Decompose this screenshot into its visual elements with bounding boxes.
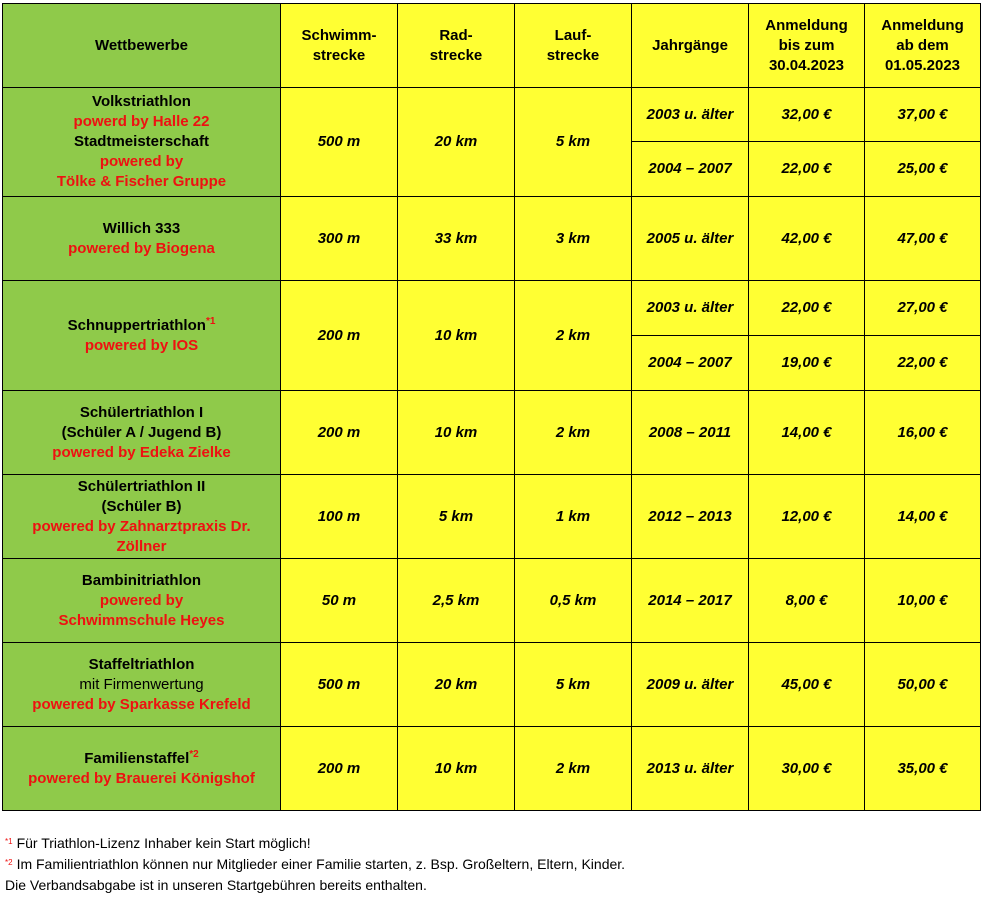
swim-distance: 300 m bbox=[281, 197, 398, 281]
col-header-wettbewerbe: Wettbewerbe bbox=[3, 4, 281, 88]
competition-schuelertriathlon-2: Schülertriathlon II (Schüler B) powered by Zahnarztpraxis Dr. Zöllner bbox=[3, 475, 281, 559]
run-distance: 3 km bbox=[515, 197, 632, 281]
swim-distance: 50 m bbox=[281, 559, 398, 643]
years-cell: 2009 u. älter bbox=[632, 643, 749, 727]
col-header-schwimmstrecke: Schwimm- strecke bbox=[281, 4, 398, 88]
swim-distance: 200 m bbox=[281, 391, 398, 475]
table-row bbox=[3, 281, 981, 336]
bike-distance: 10 km bbox=[398, 391, 515, 475]
price-early: 19,00 € bbox=[749, 336, 865, 391]
price-early: 22,00 € bbox=[749, 281, 865, 336]
col-header-anmeldung-bis: Anmeldung bis zum 30.04.2023 bbox=[749, 4, 865, 88]
price-early: 32,00 € bbox=[749, 88, 865, 142]
years-cell: 2004 – 2007 bbox=[632, 142, 749, 197]
years-cell: 2013 u. älter bbox=[632, 727, 749, 811]
price-early: 12,00 € bbox=[749, 475, 865, 559]
col-header-jahrgaenge: Jahrgänge bbox=[632, 4, 749, 88]
years-cell: 2014 – 2017 bbox=[632, 559, 749, 643]
competition-bambinitriathlon: Bambinitriathlon powered by Schwimmschule Heyes bbox=[3, 559, 281, 643]
price-early: 42,00 € bbox=[749, 197, 865, 281]
table-row bbox=[3, 475, 981, 559]
run-distance: 1 km bbox=[515, 475, 632, 559]
bike-distance: 2,5 km bbox=[398, 559, 515, 643]
footnote-3: Die Verbandsabgabe ist in unseren Startgebühren bereits enthalten. bbox=[5, 877, 427, 893]
price-late: 47,00 € bbox=[865, 197, 981, 281]
col-header-laufstrecke: Lauf- strecke bbox=[515, 4, 632, 88]
years-cell: 2003 u. älter bbox=[632, 88, 749, 142]
bike-distance: 20 km bbox=[398, 643, 515, 727]
price-late: 37,00 € bbox=[865, 88, 981, 142]
swim-distance: 200 m bbox=[281, 281, 398, 391]
price-late: 25,00 € bbox=[865, 142, 981, 197]
years-cell: 2003 u. älter bbox=[632, 281, 749, 336]
swim-distance: 500 m bbox=[281, 88, 398, 197]
footnote-mark: *1 bbox=[205, 315, 216, 327]
price-late: 35,00 € bbox=[865, 727, 981, 811]
price-table bbox=[2, 3, 981, 811]
competition-schnuppertriathlon: Schnuppertriathlon$^{*1}$ powered by IOS bbox=[3, 281, 281, 391]
competition-schuelertriathlon-1: Schülertriathlon I (Schüler A / Jugend B) powered by Edeka Zielke bbox=[3, 391, 281, 475]
table-row bbox=[3, 559, 981, 643]
competition-familienstaffel: Familienstaffel$^{*2}$ powered by Brauerei Königshof bbox=[3, 727, 281, 811]
run-distance: 2 km bbox=[515, 391, 632, 475]
run-distance: 5 km bbox=[515, 643, 632, 727]
swim-distance: 500 m bbox=[281, 643, 398, 727]
footnote-1: $^{*1}$ Für Triathlon-Lizenz Inhaber kein Start möglich! bbox=[5, 835, 311, 851]
competition-staffeltriathlon: Staffeltriathlon mit Firmenwertung powered by Sparkasse Krefeld bbox=[3, 643, 281, 727]
bike-distance: 5 km bbox=[398, 475, 515, 559]
price-late: 10,00 € bbox=[865, 559, 981, 643]
table-row bbox=[3, 197, 981, 281]
price-early: 8,00 € bbox=[749, 559, 865, 643]
years-cell: 2005 u. älter bbox=[632, 197, 749, 281]
col-header-radstrecke: Rad- strecke bbox=[398, 4, 515, 88]
price-late: 22,00 € bbox=[865, 336, 981, 391]
table-row bbox=[3, 391, 981, 475]
run-distance: 0,5 km bbox=[515, 559, 632, 643]
bike-distance: 10 km bbox=[398, 727, 515, 811]
years-cell: 2008 – 2011 bbox=[632, 391, 749, 475]
table-row bbox=[3, 727, 981, 811]
years-cell: 2012 – 2013 bbox=[632, 475, 749, 559]
price-late: 14,00 € bbox=[865, 475, 981, 559]
price-late: 16,00 € bbox=[865, 391, 981, 475]
bike-distance: 10 km bbox=[398, 281, 515, 391]
bike-distance: 20 km bbox=[398, 88, 515, 197]
footnote-2: $^{*2}$ Im Familientriathlon können nur Mitglieder einer Familie starten, z. Bsp. Großeltern, Eltern, Kinder. bbox=[5, 856, 626, 872]
run-distance: 5 km bbox=[515, 88, 632, 197]
run-distance: 2 km bbox=[515, 727, 632, 811]
price-late: 50,00 € bbox=[865, 643, 981, 727]
swim-distance: 100 m bbox=[281, 475, 398, 559]
run-distance: 2 km bbox=[515, 281, 632, 391]
swim-distance: 200 m bbox=[281, 727, 398, 811]
footnotes bbox=[5, 833, 625, 896]
competition-volkstriathlon: Volkstriathlon powerd by Halle 22 Stadtmeisterschaft powered by Tölke & Fischer Gruppe bbox=[3, 88, 281, 197]
table-row bbox=[3, 88, 981, 142]
years-cell: 2004 – 2007 bbox=[632, 336, 749, 391]
header-row bbox=[3, 4, 981, 88]
table-row bbox=[3, 643, 981, 727]
price-late: 27,00 € bbox=[865, 281, 981, 336]
col-header-anmeldung-ab: Anmeldung ab dem 01.05.2023 bbox=[865, 4, 981, 88]
price-early: 14,00 € bbox=[749, 391, 865, 475]
competition-willich-333: Willich 333 powered by Biogena bbox=[3, 197, 281, 281]
price-early: 45,00 € bbox=[749, 643, 865, 727]
footnote-mark: *2 bbox=[189, 748, 199, 760]
price-early: 30,00 € bbox=[749, 727, 865, 811]
price-early: 22,00 € bbox=[749, 142, 865, 197]
bike-distance: 33 km bbox=[398, 197, 515, 281]
